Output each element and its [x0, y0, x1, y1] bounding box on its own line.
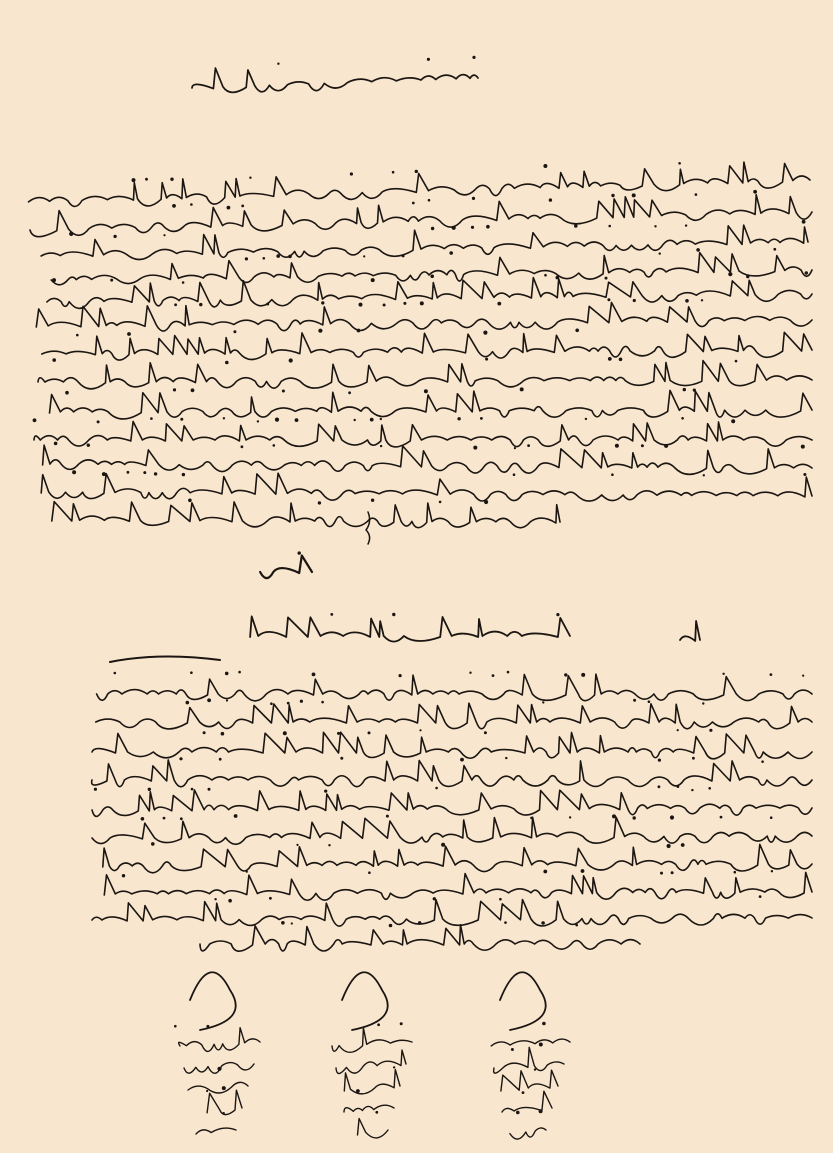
diacritic-dot [277, 63, 279, 65]
script-stroke [92, 817, 812, 844]
diacritic-dot [170, 178, 173, 181]
diacritic-dot [585, 418, 587, 420]
diacritic-dot [428, 199, 431, 202]
diacritic-dot [150, 417, 153, 420]
diacritic-dot [469, 672, 471, 674]
diacritic-dot [605, 277, 608, 280]
diacritic-dot [801, 445, 805, 449]
script-stroke [42, 332, 812, 360]
diacritic-dot [127, 332, 131, 336]
signature-flourish [190, 972, 236, 1030]
diacritic-dot [238, 671, 241, 674]
diacritic-dot [667, 844, 671, 848]
diacritic-dot [389, 924, 393, 928]
script-stroke [501, 1070, 558, 1091]
diacritic-dot [486, 225, 490, 229]
script-stroke [680, 621, 700, 641]
diacritic-dot [607, 298, 610, 301]
diacritic-dot [148, 788, 151, 791]
diacritic-dot [439, 501, 442, 504]
diacritic-dot [249, 177, 251, 179]
diacritic-dot [761, 760, 764, 763]
diacritic-dot [702, 702, 704, 704]
diacritic-dot [221, 732, 225, 736]
diacritic-dot [127, 471, 130, 474]
diacritic-dot [287, 702, 290, 705]
diacritic-dot [266, 303, 269, 306]
diacritic-dot [484, 731, 487, 734]
diacritic-dot [141, 817, 145, 821]
signature-flourish [500, 972, 546, 1030]
diacritic-dot [318, 329, 322, 333]
diacritic-dot [289, 358, 293, 362]
diacritic-dot [449, 251, 453, 255]
script-stroke [104, 872, 812, 900]
diacritic-dot [505, 757, 507, 759]
diacritic-dot [214, 898, 216, 900]
diacritic-dot [217, 1067, 221, 1071]
diacritic-dot [664, 444, 668, 448]
diacritic-dot [359, 303, 363, 307]
diacritic-dot [269, 897, 272, 900]
diacritic-dot [633, 699, 636, 702]
diacritic-dot [659, 252, 661, 254]
diacritic-dot [731, 419, 735, 423]
diacritic-dot [542, 1022, 546, 1026]
script-stroke [207, 1090, 242, 1114]
script-stroke [30, 195, 812, 237]
diacritic-dot [263, 257, 266, 260]
heading-word [260, 551, 312, 578]
diacritic-dot [330, 613, 333, 616]
diacritic-dot [430, 275, 434, 279]
diacritic-dot [746, 275, 749, 278]
diacritic-dot [298, 551, 301, 554]
diacritic-dot [507, 671, 510, 674]
diacritic-dot [492, 674, 495, 677]
diacritic-dot [658, 785, 661, 788]
diacritic-dot [143, 471, 146, 474]
diacritic-dot [539, 1109, 543, 1113]
diacritic-dot [399, 674, 402, 677]
diacritic-dot [658, 759, 661, 762]
script-stroke [50, 390, 813, 419]
diacritic-dot [513, 473, 516, 476]
signature-flourish [342, 972, 388, 1030]
diacritic-dot [511, 1048, 514, 1051]
diacritic-dot [318, 501, 321, 504]
diacritic-dot [805, 271, 808, 274]
diacritic-dot [471, 226, 474, 229]
diacritic-dot [222, 1086, 226, 1090]
diacritic-dot [281, 921, 285, 925]
diacritic-dot [163, 817, 166, 820]
script-stroke [52, 502, 560, 528]
diacritic-dot [541, 921, 545, 925]
diacritic-dot [375, 1111, 378, 1114]
diacritic-dot [270, 702, 273, 705]
script-stroke [260, 556, 312, 579]
diacritic-dot [720, 816, 723, 819]
diacritic-dot [97, 420, 100, 423]
script-stroke [200, 925, 640, 951]
diacritic-dot [173, 388, 176, 391]
diacritic-dot [241, 445, 244, 448]
diacritic-dot [770, 673, 773, 676]
diacritic-dot [681, 843, 685, 847]
diacritic-dot [648, 700, 651, 703]
diacritic-dot [400, 1022, 403, 1025]
diacritic-dot [163, 234, 165, 236]
diacritic-dot [392, 171, 395, 174]
diacritic-dot [696, 248, 700, 252]
diacritic-dot [753, 190, 757, 194]
diacritic-dot [516, 1111, 520, 1115]
diacritic-dot [154, 472, 157, 475]
diacritic-dot [393, 1066, 395, 1068]
script-stroke [97, 674, 812, 701]
diacritic-dot [709, 729, 712, 732]
diacritic-dot [199, 303, 202, 306]
diacritic-dot [539, 1043, 543, 1047]
diacritic-dot [575, 924, 578, 927]
upper-body [29, 162, 813, 528]
signature-block-right [491, 972, 570, 1139]
diacritic-dot [300, 700, 303, 703]
diacritic-dot [180, 418, 183, 421]
diacritic-dot [288, 255, 292, 259]
diacritic-dot [357, 329, 361, 333]
diacritic-dot [273, 444, 276, 447]
diacritic-dot [354, 419, 356, 421]
script-stroke [92, 760, 812, 787]
script-stroke [494, 1047, 564, 1073]
diacritic-dot [457, 417, 460, 420]
diacritic-dot [678, 162, 681, 165]
script-stroke [34, 422, 812, 447]
diacritic-dot [191, 788, 194, 791]
diacritic-dot [703, 474, 705, 476]
diacritic-dot [65, 391, 69, 395]
diacritic-dot [692, 757, 695, 760]
script-stroke [47, 278, 812, 309]
diacritic-dot [380, 418, 382, 420]
diacritic-dot [182, 473, 185, 476]
diacritic-dot [207, 698, 211, 702]
diacritic-dot [246, 871, 248, 873]
script-stroke [51, 253, 812, 285]
diacritic-dot [368, 731, 371, 734]
diacritic-dot [234, 814, 238, 818]
diacritic-dot [295, 418, 299, 422]
diacritic-dot [683, 388, 686, 391]
diacritic-dot [759, 895, 762, 898]
diacritic-dot [685, 224, 687, 226]
diacritic-dot [383, 304, 386, 307]
diacritic-dot [480, 417, 483, 420]
diacritic-dot [324, 790, 327, 793]
script-stroke [332, 1028, 412, 1052]
diacritic-dot [72, 470, 76, 474]
diacritic-dot [681, 417, 684, 420]
diacritic-dot [206, 1090, 208, 1092]
diacritic-dot [452, 226, 456, 230]
diacritic-dot [291, 922, 293, 924]
script-stroke [92, 732, 812, 759]
diacritic-dot [427, 58, 430, 61]
diacritic-dot [803, 473, 806, 476]
diacritic-dot [76, 334, 79, 337]
diacritic-dot [208, 788, 211, 791]
diacritic-dot [222, 1112, 225, 1115]
diacritic-dot [328, 844, 330, 846]
diacritic-dot [685, 299, 689, 303]
diacritic-dot [420, 301, 424, 305]
diacritic-dot [412, 202, 415, 205]
diacritic-dot [441, 843, 445, 847]
script-stroke [92, 790, 812, 817]
diacritic-dot [145, 178, 148, 181]
diacritic-dot [543, 164, 547, 168]
script-stroke [510, 1128, 546, 1139]
diacritic-dot [485, 358, 488, 361]
diacritic-dot [203, 731, 206, 734]
diacritic-dot [802, 675, 804, 677]
script-stroke [92, 900, 812, 927]
diacritic-dot [520, 387, 524, 391]
diacritic-dot [534, 1068, 536, 1070]
diacritic-dot [312, 673, 316, 677]
script-stroke [196, 1128, 236, 1134]
diacritic-dot [179, 757, 182, 760]
diacritic-dot [695, 193, 698, 196]
signature-block-left [174, 972, 260, 1134]
script-stroke [36, 303, 812, 332]
diacritic-dot [392, 613, 395, 616]
script-stroke [188, 1082, 248, 1093]
script-stroke [502, 1091, 552, 1112]
diacritic-dot [734, 871, 737, 874]
ornament-mark [366, 512, 370, 544]
diacritic-dot [527, 444, 530, 447]
diacritic-dot [386, 815, 389, 818]
diacritic-dot [368, 871, 371, 874]
diacritic-dot [337, 732, 340, 735]
letter-header [192, 56, 478, 93]
diacritic-dot [132, 178, 136, 182]
diacritic-dot [226, 699, 228, 701]
diacritic-dot [227, 206, 231, 210]
diacritic-dot [415, 170, 418, 173]
diacritic-dot [722, 673, 724, 675]
diacritic-dot [654, 225, 656, 227]
diacritic-dot [363, 255, 365, 257]
diacritic-dot [472, 197, 475, 200]
diacritic-dot [575, 329, 579, 333]
diacritic-dot [321, 301, 324, 304]
diacritic-dot [219, 758, 222, 761]
diacritic-dot [377, 1023, 380, 1026]
script-stroke [179, 1028, 260, 1052]
diacritic-dot [245, 257, 248, 260]
diacritic-dot [114, 672, 117, 675]
diacritic-dot [182, 281, 185, 284]
signature-block-middle [332, 972, 412, 1138]
diacritic-dot [113, 235, 116, 238]
diacritic-dot [608, 225, 611, 228]
diacritic-dot [225, 672, 229, 676]
script-stroke [192, 68, 478, 92]
salutation [250, 613, 700, 642]
diacritic-dot [773, 248, 776, 251]
script-stroke [96, 703, 812, 729]
diacritic-dot [283, 731, 287, 735]
diacritic-dot [473, 446, 477, 450]
diacritic-dot [174, 303, 177, 306]
script-stroke [29, 162, 811, 206]
diacritic-dot [151, 842, 155, 846]
diacritic-dot [677, 729, 679, 731]
diacritic-dot [380, 445, 382, 447]
diacritic-dot [350, 172, 353, 175]
diacritic-dot [574, 224, 578, 228]
script-stroke [358, 1119, 389, 1138]
diacritic-dot [172, 204, 176, 208]
diacritic-dot [691, 789, 693, 791]
diacritic-dot [282, 390, 285, 393]
diacritic-dot [708, 787, 711, 790]
diacritic-dot [556, 613, 559, 616]
diacritic-dot [419, 729, 421, 731]
diacritic-dot [94, 788, 97, 791]
diacritic-dot [190, 203, 193, 206]
diacritic-dot [52, 358, 56, 362]
diacritic-dot [233, 330, 236, 333]
diacritic-dot [206, 1025, 209, 1028]
diacritic-dot [435, 787, 438, 790]
diacritic-dot [735, 360, 738, 363]
diacritic-dot [522, 1091, 525, 1094]
diacritic-dot [677, 785, 680, 788]
script-stroke [344, 1105, 394, 1112]
diacritic-dot [660, 872, 663, 875]
diacritic-dot [802, 220, 806, 224]
diacritic-dot [110, 279, 113, 282]
diacritic-dot [52, 278, 56, 282]
diacritic-dot [611, 473, 614, 476]
diacritic-dot [69, 232, 73, 236]
diacritic-dot [225, 361, 229, 365]
diacritic-dot [340, 757, 343, 760]
diacritic-dot [348, 391, 351, 394]
diacritic-dot [633, 299, 636, 302]
diacritic-dot [549, 198, 552, 201]
diacritic-dot [615, 444, 619, 448]
diacritic-dot [608, 357, 612, 361]
diacritic-dot [544, 274, 547, 277]
diacritic-dot [188, 499, 192, 503]
diacritic-dot [484, 500, 488, 504]
diacritic-dot [771, 870, 773, 872]
diacritic-dot [296, 844, 298, 846]
diacritic-dot [431, 227, 434, 230]
script-stroke [41, 473, 812, 501]
script-stroke [41, 225, 808, 259]
diacritic-dot [543, 870, 547, 874]
diacritic-dot [418, 921, 421, 924]
diacritic-dot [770, 816, 773, 819]
lower-body [92, 671, 812, 951]
diacritic-dot [321, 701, 324, 704]
diacritic-dot [190, 671, 193, 674]
diacritic-dot [371, 499, 374, 502]
diacritic-dot [257, 420, 259, 422]
diacritic-dot [611, 194, 614, 197]
diacritic-dot [54, 442, 58, 446]
diacritic-dot [619, 358, 623, 362]
diacritic-dot [483, 331, 487, 335]
diacritic-dot [460, 758, 464, 762]
diacritic-dot [276, 254, 280, 258]
script-stroke [38, 361, 812, 389]
diacritic-dot [371, 278, 375, 282]
diacritic-dot [174, 1025, 177, 1028]
diacritic-dot [671, 871, 674, 874]
diacritic-dot [87, 444, 90, 447]
diacritic-dot [191, 388, 195, 392]
diacritic-dot [504, 921, 507, 924]
diacritic-dot [186, 701, 190, 705]
diacritic-dot [542, 701, 544, 703]
diacritic-dot [223, 417, 225, 419]
script-stroke [250, 616, 570, 641]
script-stroke [491, 1039, 570, 1046]
diacritic-dot [670, 815, 674, 819]
diacritic-dot [228, 899, 232, 903]
diacritic-dot [472, 56, 475, 59]
diacritic-dot [514, 447, 516, 449]
script-stroke [103, 844, 812, 872]
diacritic-dot [424, 389, 428, 393]
script-stroke [43, 445, 812, 474]
diacritic-dot [33, 418, 37, 422]
diacritic-dot [499, 898, 502, 901]
diacritic-dot [275, 418, 279, 422]
diacritic-dot [632, 193, 636, 197]
diacritic-dot [633, 816, 636, 819]
diacritic-dot [564, 673, 567, 676]
diacritic-dot [370, 418, 374, 422]
diacritic-dot [241, 205, 244, 208]
diacritic-dot [569, 816, 571, 818]
flourish-underline [110, 656, 220, 662]
diacritic-dot [402, 254, 405, 257]
diacritic-dot [122, 874, 125, 877]
diacritic-dot [497, 302, 501, 306]
diacritic-dot [581, 673, 585, 677]
diacritic-dot [356, 1089, 360, 1093]
diacritic-dot [403, 302, 406, 305]
diacritic-dot [581, 869, 585, 873]
diacritic-dot [641, 444, 644, 447]
diacritic-dot [701, 299, 703, 301]
diacritic-dot [728, 272, 732, 276]
diacritic-dot [180, 817, 183, 820]
